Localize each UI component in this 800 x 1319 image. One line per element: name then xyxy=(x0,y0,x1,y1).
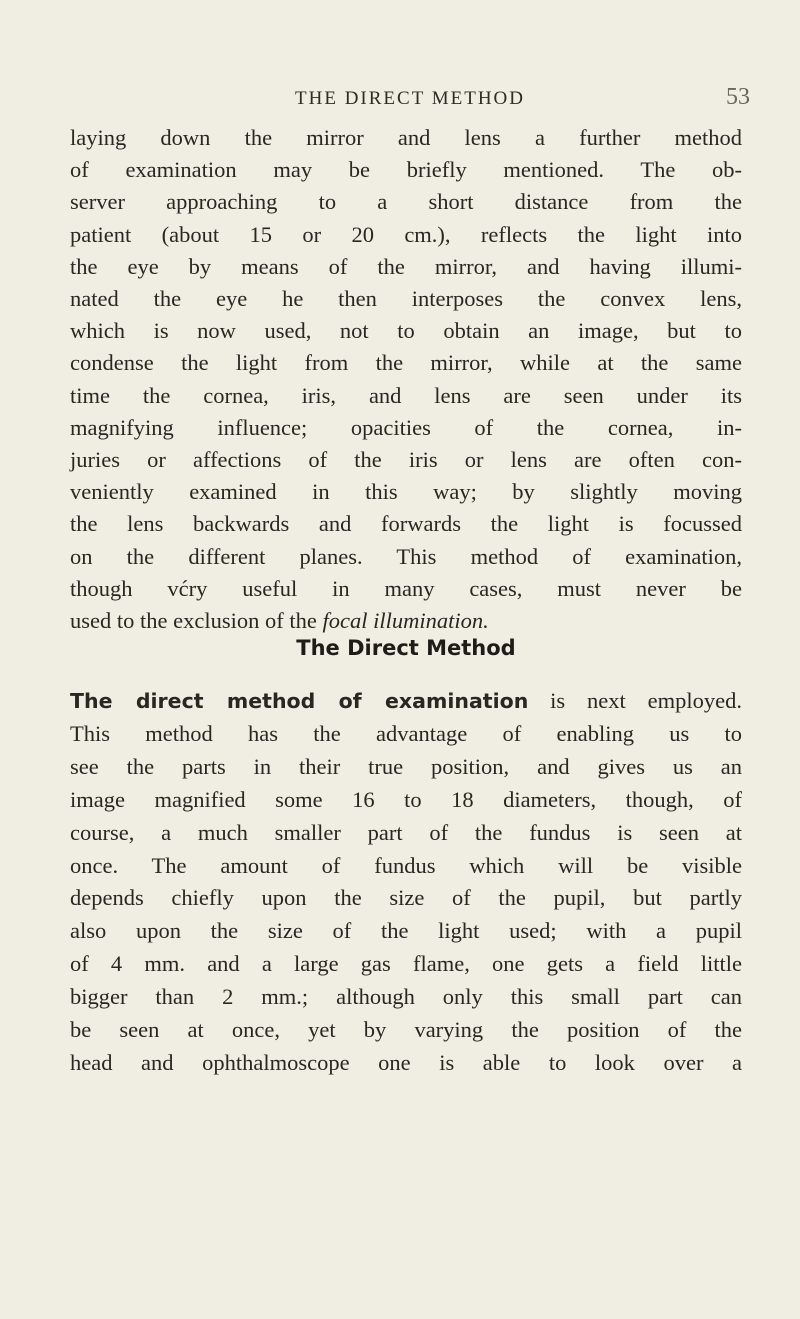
text-line: be seen at once, yet by varying the position of the xyxy=(70,1017,742,1043)
text-line: the lens backwards and forwards the light is focussed xyxy=(70,511,742,537)
text-line: condense the light from the mirror, while at the same xyxy=(70,350,742,376)
text-line: veniently examined in this way; by slightly moving xyxy=(70,479,742,505)
text-line: magnifying influence; opacities of the cornea, in- xyxy=(70,414,742,440)
text-fragment: used to the exclusion of the xyxy=(70,608,323,634)
text-line: juries or affections of the iris or lens are often con- xyxy=(70,447,742,473)
text-line: time the cornea, iris, and lens are seen under its xyxy=(70,382,742,408)
text-line: of 4 mm. and a large gas flame, one gets a field little xyxy=(70,951,742,977)
text-line: server approaching to a short distance from the xyxy=(70,189,742,215)
text-line: once. The amount of fundus which will be visible xyxy=(70,852,742,878)
text-line: course, a much smaller part of the fundus is seen at xyxy=(70,819,742,845)
text-line: laying down the mirror and lens a further method xyxy=(70,125,742,150)
text-line: depends chiefly upon the size of the pupil, but partly xyxy=(70,885,742,911)
section-heading: The Direct Method xyxy=(296,636,516,660)
text-line: though vćry useful in many cases, must never be xyxy=(70,575,742,601)
text-line: This method has the advantage of enabling us to xyxy=(70,720,742,746)
text-line: also upon the size of the light used; with a pupil xyxy=(70,918,742,944)
text-line: see the parts in their true position, and gives us an xyxy=(70,753,742,779)
text-fragment: is next employed. xyxy=(528,688,742,713)
text-line: image magnified some 16 to 18 diameters, though, of xyxy=(70,786,742,812)
text-line: patient (about 15 or 20 cm.), reflects the light into xyxy=(70,221,742,247)
text-line: head and ophthalmoscope one is able to look over a xyxy=(70,1049,742,1075)
text-line: bigger than 2 mm.; although only this small part can xyxy=(70,984,742,1010)
paragraph-focal-illumination xyxy=(70,122,742,637)
text-line-first xyxy=(70,685,742,718)
text-line: nated the eye he then interposes the convex lens, xyxy=(70,286,742,312)
running-head xyxy=(70,84,750,118)
text-line: which is now used, not to obtain an image, but to xyxy=(70,318,742,344)
text-line-last xyxy=(70,605,742,637)
text-line: on the different planes. This method of examination, xyxy=(70,543,742,569)
italic-term: focal illumination. xyxy=(322,608,489,634)
bold-lead-in: The direct method of examination xyxy=(70,689,529,713)
text-line: of examination may be briefly mentioned. The ob- xyxy=(70,157,742,183)
page-number: 53 xyxy=(726,84,750,110)
paragraph-direct-method xyxy=(70,685,742,1080)
running-title: THE DIRECT METHOD xyxy=(295,88,525,109)
text-line: the eye by means of the mirror, and having illumi- xyxy=(70,253,742,279)
